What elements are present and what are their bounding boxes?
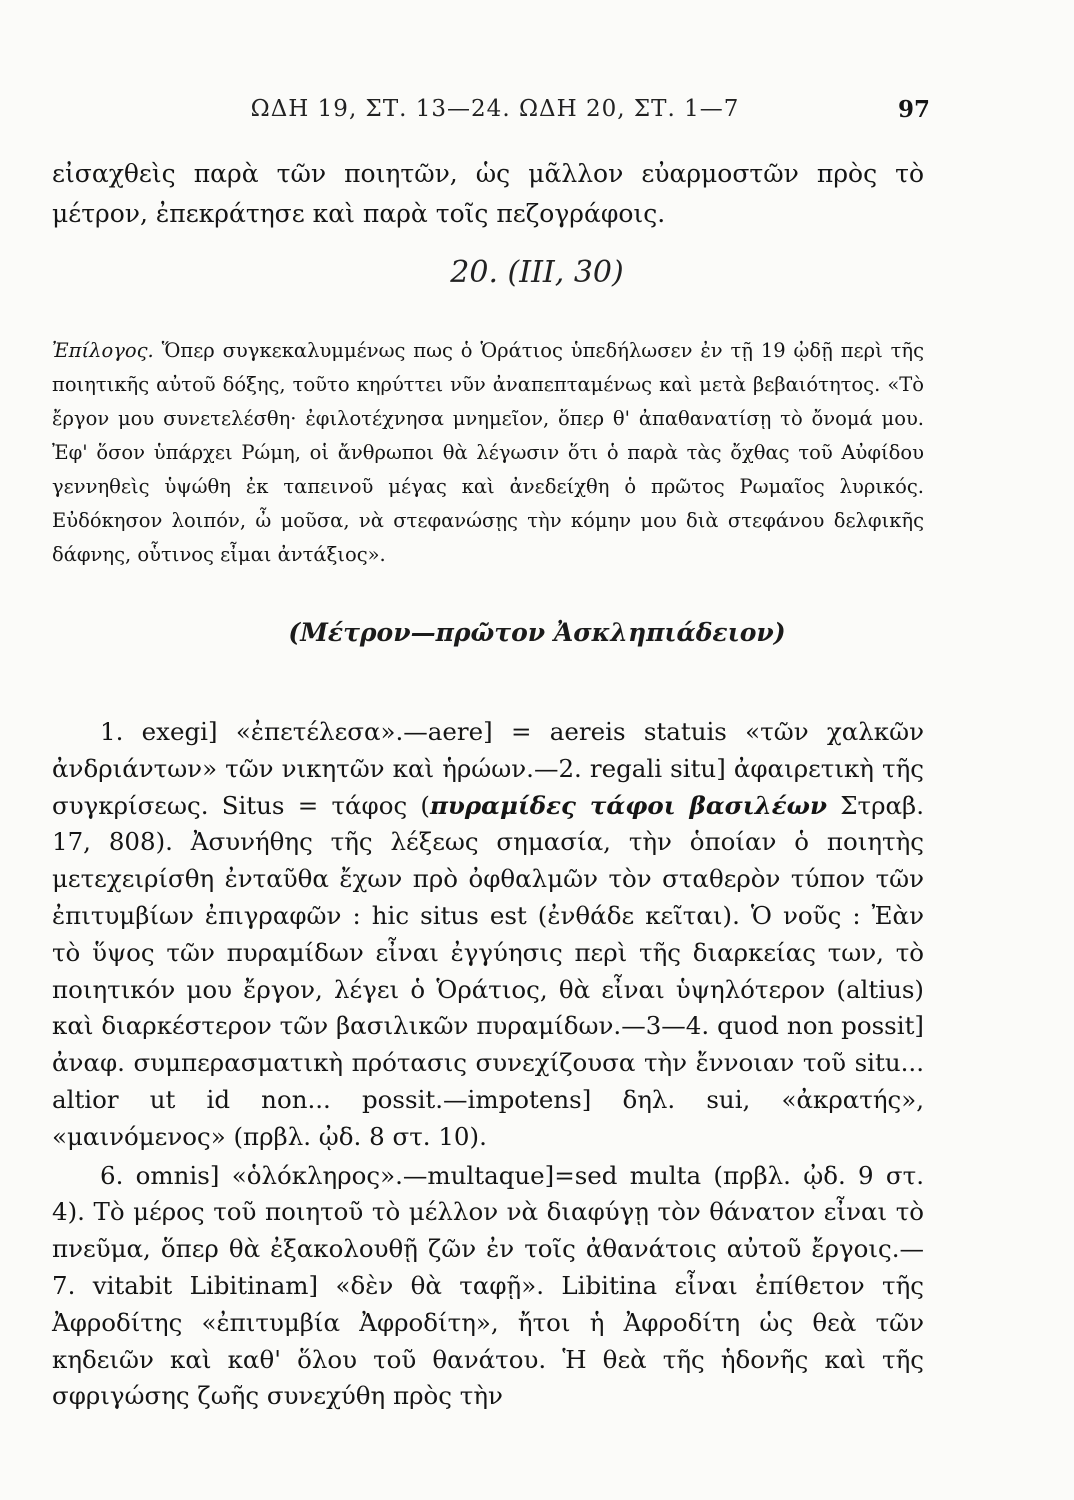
running-head: ΩΔΗ 19, ΣΤ. 13—24. ΩΔΗ 20, ΣΤ. 1—7 bbox=[250, 96, 740, 122]
note-paragraph-1 bbox=[52, 714, 924, 1156]
epilogue-text: Ὅπερ συγκεκαλυμμένως πως ὁ Ὁράτιος ὑπεδήλωσεν ἐν τῇ 19 ᾠδῇ περὶ τῆς ποιητικῆς αὐτοῦ δόξης, τοῦτο κηρύττει νῦν ἀναπεπταμένως καὶ μετὰ βεβαιότητος. «Τὸ ἔργον μου συνετελέσθη· ἐφιλοτέχνησα μνημεῖον, ὅπερ θ' ἀπαθανατίσῃ τὸ ὄνομά μου. Ἐφ' ὅσον ὑπάρχει Ρώμη, οἱ ἄνθρωποι θὰ λέγωσιν ὅτι ὁ παρὰ τὰς ὄχθας τοῦ Αὐφίδου γεννηθεὶς ὑψώθη ἐκ ταπεινοῦ μέγας καὶ ἀνεδείχθη ὁ πρῶτος Ρωμαῖος λυρικός. Εὐδόκησον λοιπόν, ὦ μοῦσα, νὰ στεφανώσῃς τὴν κόμην μου διὰ στεφάνου δελφικῆς δάφνης, οὗτινος εἶμαι ἀντάξιος». bbox=[52, 339, 924, 566]
page-number: 97 bbox=[897, 96, 930, 123]
note-1-text-b: Στραβ. 17, 808). Ἀσυνήθης τῆς λέξεως σημασία, τὴν ὁποίαν ὁ ποιητὴς μετεχειρίσθη ἐνταῦθα ἔχων πρὸ ὀφθαλμῶν τὸν σταθερὸν τύπον τῶν ἐπιτυμβίων ἐπιγραφῶν : hic situs est (ἐνθάδε κεῖται). Ὁ νοῦς : Ἐὰν τὸ ὕψος τῶν πυραμίδων εἶναι ἐγγύησις περὶ τῆς διαρκείας των, τὸ ποιητικόν μου ἔργον, λέγει ὁ Ὁράτιος, θὰ εἶναι ὑψηλότερον (altius) καὶ διαρκέστερον τῶν βασιλικῶν πυραμίδων.—3—4. quod non possit] ἀναφ. συμπερασματικὴ πρότασις συνεχίζουσα τὴν ἔννοιαν τοῦ situ... altior ut id non... possit.—impotens] δηλ. sui, «ἀκρατής», «μαινόμενος» (πρβλ. ᾠδ. 8 στ. 10). bbox=[52, 790, 924, 1151]
page-header bbox=[60, 96, 930, 130]
epilogue-paragraph bbox=[52, 334, 924, 572]
intro-paragraph: εἰσαχθεὶς παρὰ τῶν ποιητῶν, ὡς μᾶλλον εὐαρμοστῶν πρὸς τὸ μέτρον, ἐπεκράτησε καὶ παρὰ τοῖς πεζογράφοις. bbox=[52, 159, 924, 228]
note-paragraph-2: 6. omnis] «ὁλόκληρος».—multaque]=sed multa (πρβλ. ᾠδ. 9 στ. 4). Τὸ μέρος τοῦ ποιητοῦ τὸ μέλλον νὰ διαφύγῃ τὸν θάνατον εἶναι τὸ πνεῦμα, ὅπερ θὰ ἐξακολουθῇ ζῶν ἐν τοῖς ἀθανάτοις αὐτοῦ ἔργοις.—7. vitabit Libitinam] «δὲν θὰ ταφῇ». Libitina εἶναι ἐπίθετον τῆς Ἀφροδίτης «ἐπιτυμβία Ἀφροδίτη», ἤτοι ἡ Ἀφροδίτη ὡς θεὰ τῶν κηδειῶν καὶ καθ' ὅλου τοῦ θανάτου. Ἡ θεὰ τῆς ἡδονῆς καὶ τῆς σφριγώσης ζωῆς συνεχύθη πρὸς τὴν bbox=[52, 1160, 924, 1411]
ode-heading: 20. (III, 30) bbox=[450, 255, 624, 290]
meter-heading: (Μέτρον—πρῶτον Ἀσκληπιάδειον) bbox=[288, 618, 786, 647]
commentary-notes bbox=[52, 714, 924, 1415]
note-1-text-a: 1. exegi] «ἐπετέλεσα».—aere] = aereis statuis «τῶν χαλκῶν ἀνδριάντων» τῶν νικητῶν καὶ ἡρώων.—2. regali situ] ἀφαιρετικὴ τῆς συγκρίσεως. Situs = τάφος ( bbox=[52, 717, 924, 820]
note-1-emphasis: πυραμίδες τάφοι βασιλέων bbox=[429, 790, 827, 820]
epilogue-label: Ἐπίλογος. bbox=[52, 339, 154, 362]
